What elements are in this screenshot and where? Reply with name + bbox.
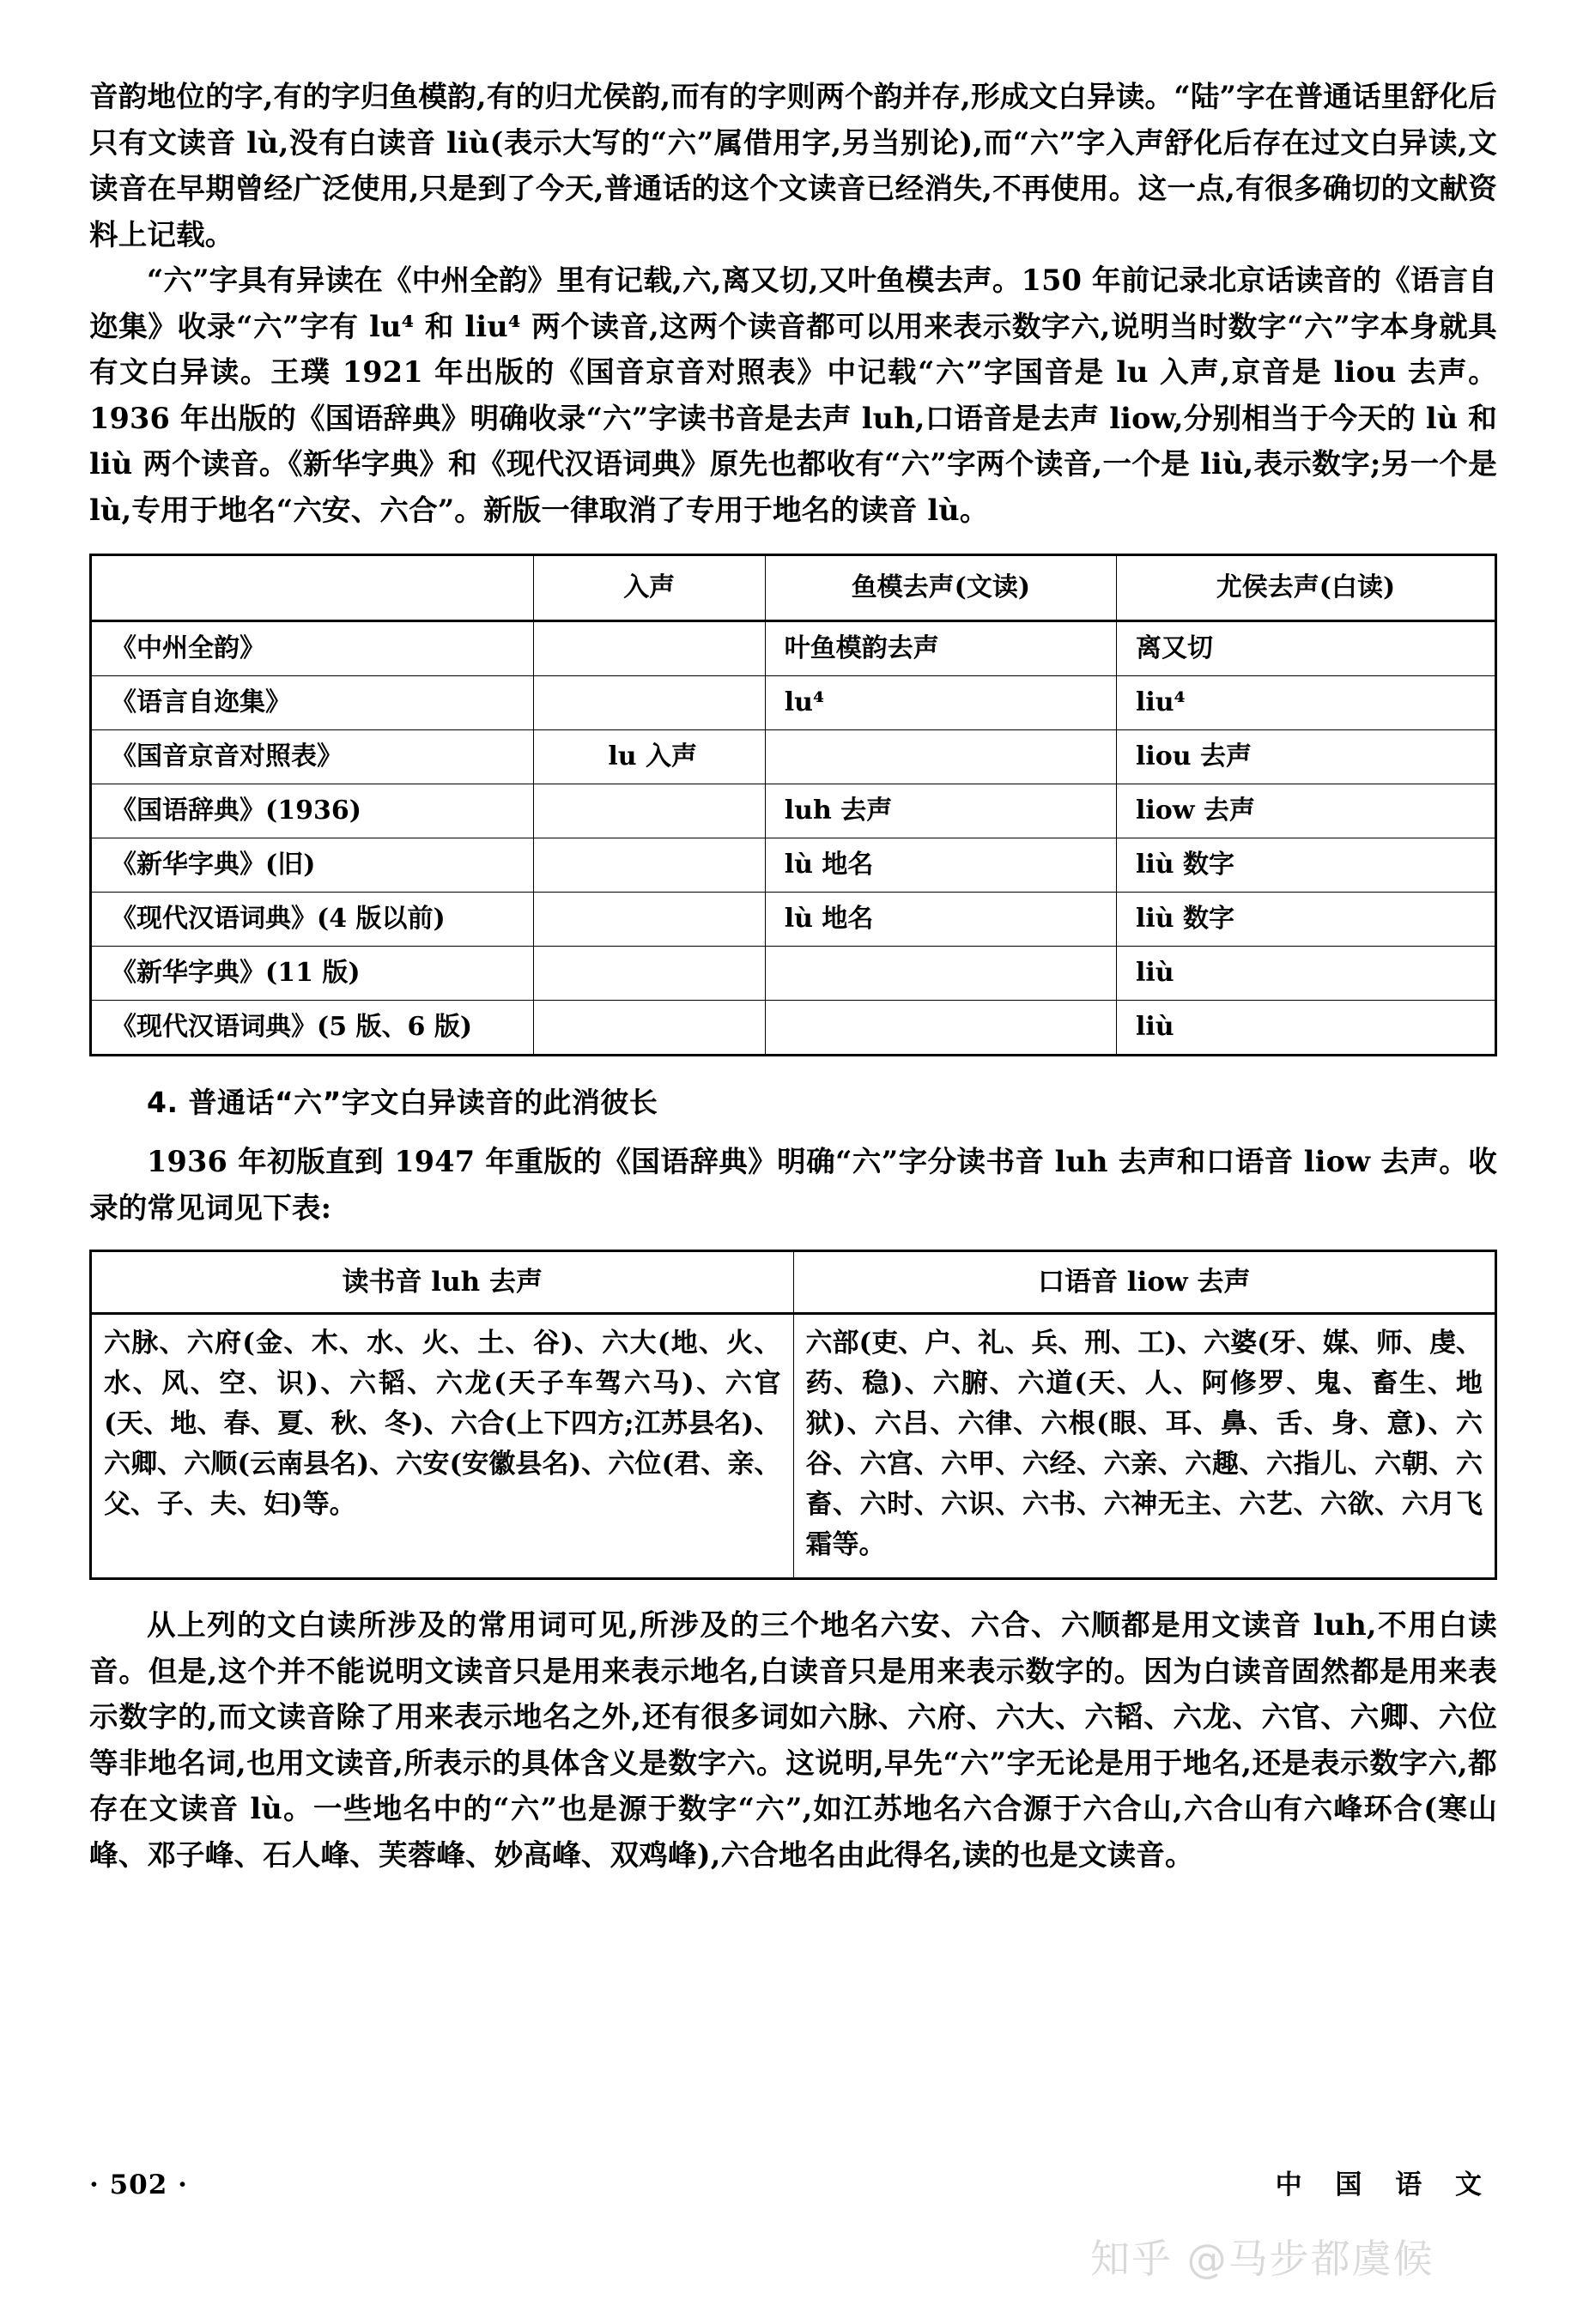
table1-header-blank: [91, 555, 534, 621]
table1-source: 《中州全韵》: [91, 621, 534, 676]
table1-rusheng: [533, 838, 765, 893]
table1-wendu: lu⁴: [765, 676, 1116, 730]
table1-baidu: liù 数字: [1116, 838, 1495, 893]
table1-rusheng: [533, 784, 765, 838]
table1-rusheng: [533, 676, 765, 730]
page-footer: [89, 2163, 1494, 2201]
table1-source: 《国音京音对照表》: [91, 730, 534, 784]
table1-rusheng: [533, 947, 765, 1001]
table1-source: 《语言自迩集》: [91, 676, 534, 730]
journal-name: 中 国 语 文: [1275, 2170, 1494, 2200]
table-header-row: [91, 555, 1496, 621]
table1-header-wendu: 鱼模去声(文读): [765, 555, 1116, 621]
section-heading-4: 4. 普通话“六”字文白异读音的此消彼长: [147, 1086, 658, 1119]
table-row: [91, 838, 1496, 893]
table2-header-reading: 读书音 luh 去声: [91, 1251, 794, 1314]
table1-baidu: liu⁴: [1116, 676, 1495, 730]
paragraph-1: 音韵地位的字,有的字归鱼模韵,有的归尤侯韵,而有的字则两个韵并存,形成文白异读。“陆”字在普通话里舒化后只有文读音 lù,没有白读音 liù(表示大写的“六”属借用字,另当别论),而“六”字入声舒化后存在过文白异读,文读音在早期曾经广泛使用,只是到了今天,普通话的这个文读音已经消失,不再使用。这一点,有很多确切的文献资料上记载。: [89, 80, 1497, 251]
table1-source: 《国语辞典》(1936): [91, 784, 534, 838]
table-row: [91, 730, 1496, 784]
dictionary-readings-table: [89, 554, 1497, 1056]
paragraph-4: 从上列的文白读所涉及的常用词可见,所涉及的三个地名六安、六合、六顺都是用文读音 luh,不用白读音。但是,这个并不能说明文读音只是用来表示地名,白读音只是用来表示数字的。因为白读音固然都是用来表示数字的,而文读音除了用来表示地名之外,还有很多词如六脉、六府、六大、六韬、六龙、六官、六卿、六位等非地名词,也用文读音,所表示的具体含义是数字六。这说明,早先“六”字无论是用于地名,还是表示数字六,都存在文读音 lù。一些地名中的“六”也是源于数字“六”,如江苏地名六合源于六合山,六合山有六峰环合(寒山峰、邓子峰、石人峰、芙蓉峰、妙高峰、双鸡峰),六合地名由此得名,读的也是文读音。: [89, 1608, 1497, 1872]
table1-rusheng: [533, 893, 765, 947]
table1-source: 《现代汉语词典》(4 版以前): [91, 893, 534, 947]
table-row: [91, 1001, 1496, 1056]
table1-wendu: [765, 1001, 1116, 1056]
table1-wendu: [765, 730, 1116, 784]
table1-wendu: 叶鱼模韵去声: [765, 621, 1116, 676]
table1-wendu: lù 地名: [765, 838, 1116, 893]
table1-wendu: lù 地名: [765, 893, 1116, 947]
table1-baidu: liù: [1116, 947, 1495, 1001]
table-row: [91, 947, 1496, 1001]
table2-colloquial-words: 六部(吏、户、礼、兵、刑、工)、六婆(牙、媒、师、虔、药、稳)、六腑、六道(天、人、阿修罗、鬼、畜生、地狱)、六吕、六律、六根(眼、耳、鼻、舌、身、意)、六谷、六宫、六甲、六经、六亲、六趣、六指儿、六朝、六畜、六时、六识、六书、六神无主、六艺、六欲、六月飞霜等。: [793, 1314, 1496, 1579]
table2-header-colloquial: 口语音 liow 去声: [793, 1251, 1496, 1314]
table1-baidu: liù 数字: [1116, 893, 1495, 947]
zhihu-watermark: 知乎 @马步都虞候: [1090, 2236, 1434, 2282]
paragraph-2: “六”字具有异读在《中州全韵》里有记载,六,离又切,又叶鱼模去声。150 年前记录北京话读音的《语言自迩集》收录“六”字有 lu⁴ 和 liu⁴ 两个读音,这两个读音都可以用来表示数字六,说明当时数字“六”字本身就具有文白异读。王璞 1921 年出版的《国音京音对照表》中记载“六”字国音是 lu 入声,京音是 liou 去声。1936 年出版的《国语辞典》明确收录“六”字读书音是去声 luh,口语音是去声 liow,分别相当于今天的 lù 和 liù 两个读音。《新华字典》和《现代汉语词典》原先也都收有“六”字两个读音,一个是 liù,表示数字;另一个是 lù,专用于地名“六安、六合”。新版一律取消了专用于地名的读音 lù。: [89, 263, 1497, 527]
paragraph-3: 1936 年初版直到 1947 年重版的《国语辞典》明确“六”字分读书音 luh 去声和口语音 liow 去声。收录的常见词见下表:: [89, 1145, 1497, 1225]
table1-rusheng: lu 入声: [533, 730, 765, 784]
page-number: · 502 ·: [89, 2170, 188, 2200]
table1-source: 《新华字典》(旧): [91, 838, 534, 893]
table1-baidu: liow 去声: [1116, 784, 1495, 838]
table-header-row: [91, 1251, 1496, 1314]
page-content: [89, 74, 1497, 1878]
table1-header-rusheng: 入声: [533, 555, 765, 621]
table1-wendu: luh 去声: [765, 784, 1116, 838]
table1-rusheng: [533, 621, 765, 676]
table-row: [91, 621, 1496, 676]
table-row: [91, 676, 1496, 730]
table1-source: 《新华字典》(11 版): [91, 947, 534, 1001]
table1-baidu: 离又切: [1116, 621, 1495, 676]
table1-baidu: liou 去声: [1116, 730, 1495, 784]
wordlist-table: [89, 1250, 1497, 1580]
table-row: [91, 784, 1496, 838]
table1-source: 《现代汉语词典》(5 版、6 版): [91, 1001, 534, 1056]
table-row: [91, 893, 1496, 947]
table-row: [91, 1314, 1496, 1579]
table2-reading-words: 六脉、六府(金、木、水、火、土、谷)、六大(地、火、水、风、空、识)、六韬、六龙(天子车驾六马)、六官(天、地、春、夏、秋、冬)、六合(上下四方;江苏县名)、六卿、六顺(云南县名)、六安(安徽县名)、六位(君、亲、父、子、夫、妇)等。: [91, 1314, 794, 1579]
table1-rusheng: [533, 1001, 765, 1056]
table1-header-baidu: 尤侯去声(白读): [1116, 555, 1495, 621]
table1-wendu: [765, 947, 1116, 1001]
table1-baidu: liù: [1116, 1001, 1495, 1056]
